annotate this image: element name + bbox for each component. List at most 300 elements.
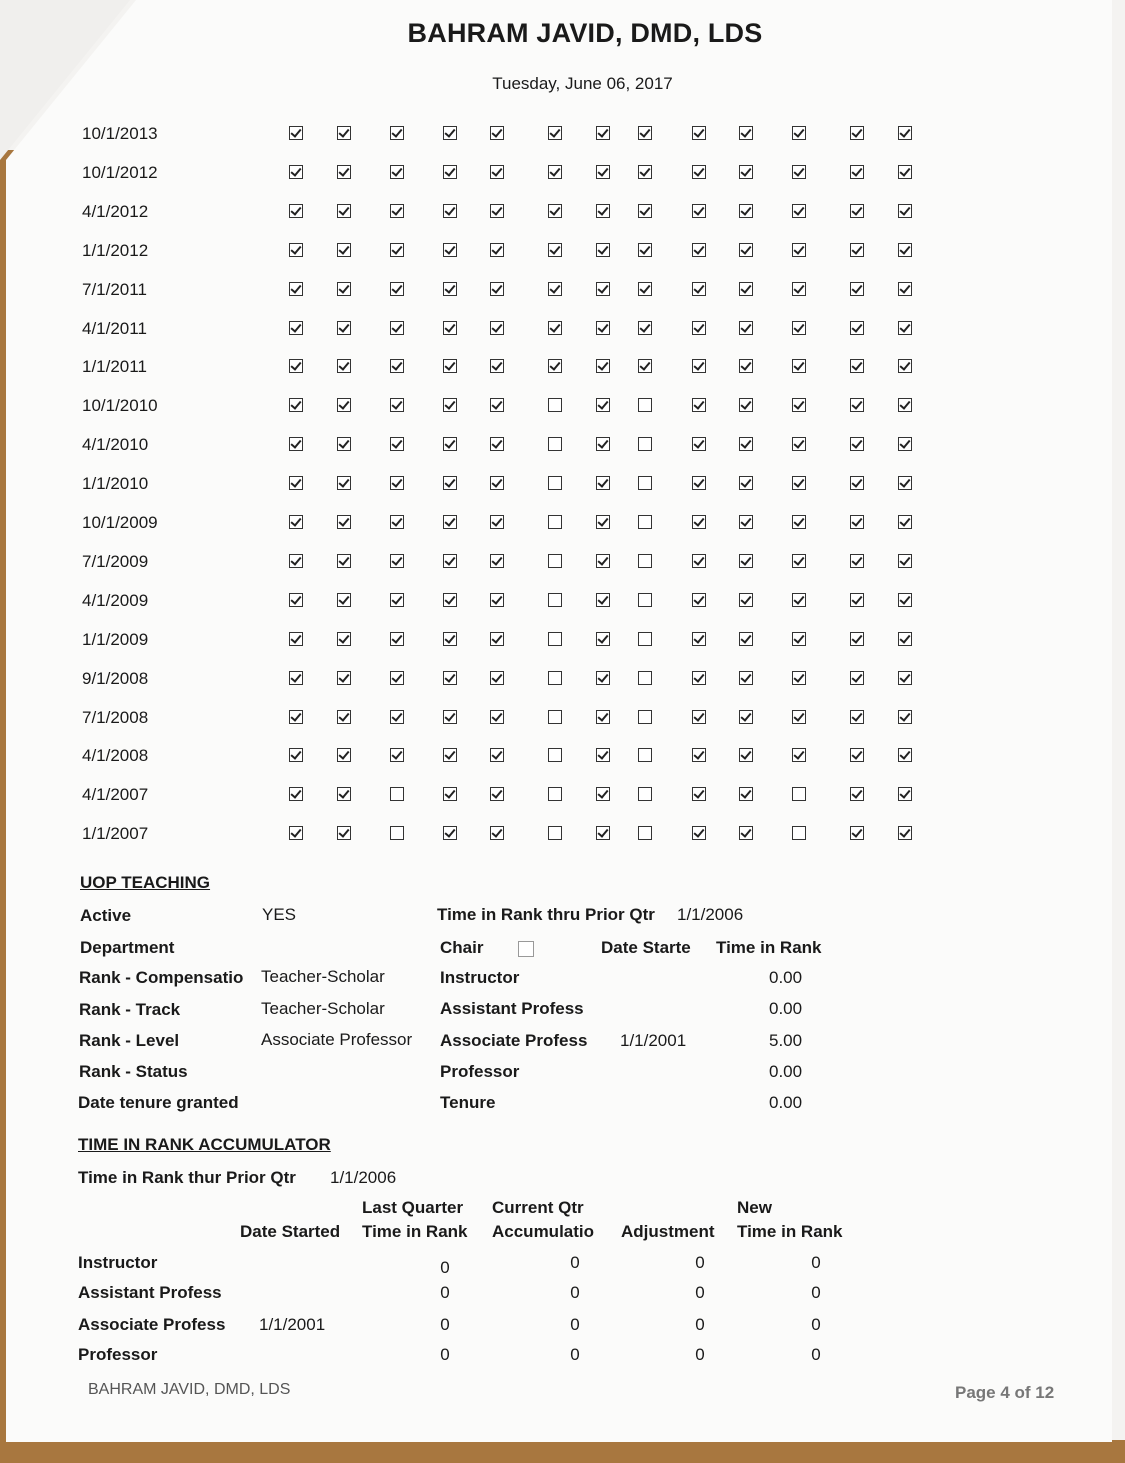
checkbox-checked[interactable]: [898, 204, 912, 218]
checkbox-checked[interactable]: [490, 204, 504, 218]
accumulator-last-quarter: 0: [440, 1345, 450, 1364]
checkbox-checked[interactable]: [548, 321, 562, 335]
checkbox-checked[interactable]: [638, 204, 652, 218]
accumulator-new-time: 0: [811, 1315, 821, 1334]
checklist-row: [82, 591, 922, 615]
checkbox-checked[interactable]: [443, 398, 457, 412]
checkbox-checked[interactable]: [898, 476, 912, 490]
checkbox-checked[interactable]: [850, 243, 864, 257]
checkbox-unchecked[interactable]: [548, 593, 562, 607]
checkbox-checked[interactable]: [289, 126, 303, 140]
field-value-rank-track: Teacher-Scholar: [261, 999, 385, 1018]
checkbox-checked[interactable]: [337, 126, 351, 140]
checkbox-checked[interactable]: [390, 476, 404, 490]
checkbox-checked[interactable]: [850, 321, 864, 335]
checklist-row: [82, 552, 922, 576]
checkbox-checked[interactable]: [692, 826, 706, 840]
checkbox-checked[interactable]: [596, 710, 610, 724]
row-date: 10/1/2013: [82, 124, 158, 143]
section-heading-uop-teaching: UOP TEACHING: [80, 873, 211, 892]
checkbox-checked[interactable]: [850, 710, 864, 724]
checkbox-checked[interactable]: [898, 748, 912, 762]
checkbox-checked[interactable]: [792, 321, 806, 335]
checkbox-unchecked[interactable]: [548, 748, 562, 762]
checkbox-checked[interactable]: [443, 748, 457, 762]
checklist-row: [82, 124, 922, 148]
checkbox-checked[interactable]: [289, 710, 303, 724]
footer-name: BAHRAM JAVID, DMD, LDS: [88, 1381, 291, 1398]
accumulator-prior-label: Time in Rank thur Prior Qtr: [78, 1168, 296, 1187]
checkbox-unchecked[interactable]: [638, 593, 652, 607]
checkbox-checked[interactable]: [638, 321, 652, 335]
checkbox-unchecked[interactable]: [548, 671, 562, 685]
checkbox-checked[interactable]: [443, 321, 457, 335]
checkbox-checked[interactable]: [596, 165, 610, 179]
checkbox-checked[interactable]: [739, 554, 753, 568]
checkbox-checked[interactable]: [443, 787, 457, 801]
checkbox-checked[interactable]: [739, 632, 753, 646]
checkbox-checked[interactable]: [596, 321, 610, 335]
checkbox-checked[interactable]: [850, 476, 864, 490]
checkbox-checked[interactable]: [898, 243, 912, 257]
checkbox-checked[interactable]: [596, 671, 610, 685]
checkbox-checked[interactable]: [289, 204, 303, 218]
checkbox-checked[interactable]: [692, 243, 706, 257]
checkbox-checked[interactable]: [443, 476, 457, 490]
field-value-rank-compensation: Teacher-Scholar: [261, 967, 385, 986]
document-date: Tuesday, June 06, 2017: [492, 74, 673, 93]
checkbox-checked[interactable]: [490, 243, 504, 257]
checkbox-checked[interactable]: [596, 282, 610, 296]
checkbox-checked[interactable]: [289, 826, 303, 840]
checkbox-checked[interactable]: [739, 282, 753, 296]
checklist-row: [82, 785, 922, 809]
checkbox-checked[interactable]: [739, 437, 753, 451]
checkbox-checked[interactable]: [596, 243, 610, 257]
checkbox-checked[interactable]: [898, 321, 912, 335]
checkbox-checked[interactable]: [596, 787, 610, 801]
checkbox-checked[interactable]: [337, 515, 351, 529]
checkbox-checked[interactable]: [739, 398, 753, 412]
chair-checkbox[interactable]: [518, 941, 534, 957]
checkbox-checked[interactable]: [692, 282, 706, 296]
checkbox-checked[interactable]: [692, 359, 706, 373]
checkbox-checked[interactable]: [692, 398, 706, 412]
checkbox-checked[interactable]: [898, 437, 912, 451]
checkbox-checked[interactable]: [638, 359, 652, 373]
checkbox-unchecked[interactable]: [638, 632, 652, 646]
rank-label-tenure: Tenure: [440, 1093, 496, 1112]
checkbox-checked[interactable]: [337, 593, 351, 607]
checkbox-checked[interactable]: [443, 359, 457, 373]
checkbox-checked[interactable]: [490, 515, 504, 529]
checkbox-checked[interactable]: [443, 243, 457, 257]
checkbox-checked[interactable]: [337, 632, 351, 646]
checkbox-checked[interactable]: [337, 165, 351, 179]
rank-time-associate: 5.00: [769, 1031, 803, 1050]
field-label-rank-track: Rank - Track: [79, 1000, 181, 1019]
checkbox-checked[interactable]: [739, 515, 753, 529]
checkbox-checked[interactable]: [739, 321, 753, 335]
checklist-row: [82, 669, 922, 693]
checkbox-checked[interactable]: [289, 554, 303, 568]
checkbox-checked[interactable]: [692, 321, 706, 335]
checkbox-checked[interactable]: [443, 710, 457, 724]
header-current-qtr-line1: Current Qtr: [492, 1198, 584, 1217]
checkbox-checked[interactable]: [337, 476, 351, 490]
checkbox-checked[interactable]: [850, 593, 864, 607]
checkbox-checked[interactable]: [548, 165, 562, 179]
accumulator-adjustment: 0: [695, 1315, 705, 1334]
checkbox-checked[interactable]: [692, 632, 706, 646]
checkbox-checked[interactable]: [490, 710, 504, 724]
checkbox-unchecked[interactable]: [638, 476, 652, 490]
checkbox-checked[interactable]: [289, 359, 303, 373]
checkbox-checked[interactable]: [390, 165, 404, 179]
checkbox-checked[interactable]: [850, 632, 864, 646]
checkbox-unchecked[interactable]: [548, 554, 562, 568]
checkbox-checked[interactable]: [792, 165, 806, 179]
checkbox-unchecked[interactable]: [548, 476, 562, 490]
checkbox-checked[interactable]: [792, 282, 806, 296]
checkbox-checked[interactable]: [692, 476, 706, 490]
checkbox-checked[interactable]: [792, 437, 806, 451]
checkbox-checked[interactable]: [390, 437, 404, 451]
checkbox-checked[interactable]: [337, 671, 351, 685]
checkbox-checked[interactable]: [548, 359, 562, 373]
row-date: 1/1/2012: [82, 240, 149, 260]
checkbox-checked[interactable]: [596, 748, 610, 762]
checkbox-unchecked[interactable]: [638, 515, 652, 529]
row-date: 10/1/2012: [82, 162, 158, 182]
checkbox-checked[interactable]: [390, 243, 404, 257]
checkbox-checked[interactable]: [638, 243, 652, 257]
checkbox-checked[interactable]: [739, 243, 753, 257]
checkbox-checked[interactable]: [898, 710, 912, 724]
checkbox-checked[interactable]: [390, 204, 404, 218]
checkbox-unchecked[interactable]: [638, 554, 652, 568]
row-date: 1/1/2011: [82, 357, 147, 377]
checkbox-checked[interactable]: [739, 359, 753, 373]
checkbox-checked[interactable]: [289, 243, 303, 257]
checkbox-checked[interactable]: [850, 437, 864, 451]
accumulator-row-label: Associate Profess: [78, 1315, 226, 1334]
checkbox-unchecked[interactable]: [548, 787, 562, 801]
checkbox-unchecked[interactable]: [390, 826, 404, 840]
checkbox-checked[interactable]: [337, 554, 351, 568]
checkbox-checked[interactable]: [337, 204, 351, 218]
checkbox-checked[interactable]: [792, 710, 806, 724]
checkbox-unchecked[interactable]: [548, 826, 562, 840]
checkbox-checked[interactable]: [443, 632, 457, 646]
checkbox-checked[interactable]: [443, 126, 457, 140]
checkbox-checked[interactable]: [692, 515, 706, 529]
accumulator-row-label: Assistant Profess: [78, 1283, 222, 1302]
checkbox-checked[interactable]: [390, 554, 404, 568]
checkbox-checked[interactable]: [792, 476, 806, 490]
checkbox-checked[interactable]: [490, 398, 504, 412]
checkbox-checked[interactable]: [337, 826, 351, 840]
chair-label: Chair: [440, 938, 484, 957]
checkbox-checked[interactable]: [898, 826, 912, 840]
checkbox-unchecked[interactable]: [638, 710, 652, 724]
checkbox-checked[interactable]: [739, 671, 753, 685]
checkbox-checked[interactable]: [792, 204, 806, 218]
checkbox-checked[interactable]: [898, 593, 912, 607]
checkbox-checked[interactable]: [548, 204, 562, 218]
checkbox-checked[interactable]: [548, 126, 562, 140]
checkbox-checked[interactable]: [390, 398, 404, 412]
checkbox-checked[interactable]: [739, 826, 753, 840]
checkbox-checked[interactable]: [390, 126, 404, 140]
checkbox-checked[interactable]: [739, 204, 753, 218]
checkbox-checked[interactable]: [850, 748, 864, 762]
checkbox-checked[interactable]: [792, 748, 806, 762]
checkbox-checked[interactable]: [337, 359, 351, 373]
checkbox-checked[interactable]: [337, 710, 351, 724]
checkbox-unchecked[interactable]: [792, 787, 806, 801]
checklist-row: [82, 746, 922, 770]
checkbox-checked[interactable]: [739, 710, 753, 724]
checkbox-unchecked[interactable]: [638, 437, 652, 451]
row-date: 9/1/2008: [82, 668, 149, 688]
checkbox-checked[interactable]: [490, 165, 504, 179]
checkbox-checked[interactable]: [692, 710, 706, 724]
checkbox-checked[interactable]: [739, 787, 753, 801]
checkbox-checked[interactable]: [596, 359, 610, 373]
checkbox-checked[interactable]: [792, 632, 806, 646]
checkbox-checked[interactable]: [289, 321, 303, 335]
checkbox-checked[interactable]: [596, 204, 610, 218]
checkbox-unchecked[interactable]: [792, 826, 806, 840]
checkbox-unchecked[interactable]: [638, 826, 652, 840]
checkbox-checked[interactable]: [443, 554, 457, 568]
checkbox-checked[interactable]: [289, 748, 303, 762]
checkbox-checked[interactable]: [596, 476, 610, 490]
checkbox-checked[interactable]: [850, 826, 864, 840]
checkbox-checked[interactable]: [490, 787, 504, 801]
accumulator-row-label: Instructor: [78, 1253, 158, 1272]
checkbox-checked[interactable]: [739, 748, 753, 762]
checkbox-unchecked[interactable]: [548, 710, 562, 724]
checkbox-checked[interactable]: [898, 126, 912, 140]
checkbox-checked[interactable]: [443, 515, 457, 529]
checkbox-unchecked[interactable]: [638, 748, 652, 762]
checkbox-checked[interactable]: [850, 398, 864, 412]
checkbox-checked[interactable]: [289, 437, 303, 451]
checkbox-checked[interactable]: [289, 671, 303, 685]
checkbox-checked[interactable]: [337, 282, 351, 296]
checkbox-checked[interactable]: [850, 787, 864, 801]
checkbox-unchecked[interactable]: [548, 632, 562, 646]
checkbox-checked[interactable]: [443, 165, 457, 179]
header-new-line1: New: [737, 1198, 772, 1217]
column-header-time-in-rank: Time in Rank: [716, 938, 822, 957]
checkbox-checked[interactable]: [490, 593, 504, 607]
checkbox-checked[interactable]: [898, 515, 912, 529]
checkbox-checked[interactable]: [337, 243, 351, 257]
checkbox-checked[interactable]: [692, 593, 706, 607]
checkbox-checked[interactable]: [443, 671, 457, 685]
checkbox-checked[interactable]: [850, 126, 864, 140]
checkbox-checked[interactable]: [792, 126, 806, 140]
checkbox-checked[interactable]: [898, 632, 912, 646]
checkbox-checked[interactable]: [898, 398, 912, 412]
checkbox-checked[interactable]: [792, 593, 806, 607]
checkbox-checked[interactable]: [390, 671, 404, 685]
row-date: 10/1/2009: [82, 513, 158, 532]
checkbox-checked[interactable]: [692, 787, 706, 801]
checkbox-unchecked[interactable]: [638, 398, 652, 412]
checkbox-checked[interactable]: [548, 282, 562, 296]
checkbox-checked[interactable]: [638, 165, 652, 179]
checkbox-checked[interactable]: [390, 282, 404, 296]
checkbox-unchecked[interactable]: [638, 671, 652, 685]
checkbox-checked[interactable]: [390, 710, 404, 724]
checkbox-checked[interactable]: [289, 165, 303, 179]
checkbox-checked[interactable]: [596, 593, 610, 607]
accumulator-last-quarter: 0: [440, 1315, 450, 1334]
checkbox-checked[interactable]: [289, 787, 303, 801]
checkbox-checked[interactable]: [739, 165, 753, 179]
checkbox-checked[interactable]: [596, 826, 610, 840]
checkbox-checked[interactable]: [490, 671, 504, 685]
checkbox-checked[interactable]: [490, 554, 504, 568]
row-date: 4/1/2010: [82, 435, 149, 455]
checkbox-checked[interactable]: [792, 515, 806, 529]
checkbox-checked[interactable]: [739, 593, 753, 607]
checkbox-checked[interactable]: [596, 437, 610, 451]
checkbox-checked[interactable]: [337, 748, 351, 762]
accumulator-prior-value: 1/1/2006: [330, 1168, 397, 1187]
field-label-department: Department: [80, 938, 175, 957]
accumulator-date-started: 1/1/2001: [259, 1315, 326, 1334]
checkbox-checked[interactable]: [692, 671, 706, 685]
checkbox-checked[interactable]: [792, 243, 806, 257]
checkbox-checked[interactable]: [638, 126, 652, 140]
checkbox-checked[interactable]: [490, 632, 504, 646]
checkbox-checked[interactable]: [792, 671, 806, 685]
checkbox-checked[interactable]: [390, 359, 404, 373]
checklist-row: [82, 513, 922, 537]
checkbox-unchecked[interactable]: [548, 398, 562, 412]
checkbox-unchecked[interactable]: [548, 437, 562, 451]
checkbox-checked[interactable]: [898, 282, 912, 296]
checkbox-checked[interactable]: [289, 515, 303, 529]
checkbox-checked[interactable]: [443, 593, 457, 607]
checkbox-checked[interactable]: [692, 204, 706, 218]
checkbox-checked[interactable]: [792, 398, 806, 412]
checkbox-checked[interactable]: [596, 554, 610, 568]
checkbox-checked[interactable]: [850, 359, 864, 373]
rank-label-associate: Associate Profess: [440, 1031, 588, 1050]
checkbox-checked[interactable]: [390, 593, 404, 607]
checkbox-checked[interactable]: [390, 515, 404, 529]
checkbox-checked[interactable]: [850, 204, 864, 218]
checkbox-checked[interactable]: [596, 515, 610, 529]
checkbox-checked[interactable]: [490, 282, 504, 296]
field-value-active: YES: [262, 905, 297, 924]
checkbox-checked[interactable]: [289, 632, 303, 646]
checklist-row: [82, 474, 922, 498]
background-surface-bottom: [0, 1440, 1125, 1463]
row-date: 4/1/2007: [82, 785, 149, 805]
checkbox-checked[interactable]: [850, 671, 864, 685]
accumulator-row-label: Professor: [78, 1345, 158, 1364]
checkbox-checked[interactable]: [596, 398, 610, 412]
checklist-row: [82, 630, 922, 654]
row-date: 10/1/2010: [82, 396, 158, 416]
field-label-active: Active: [80, 906, 132, 925]
checkbox-checked[interactable]: [596, 126, 610, 140]
checkbox-checked[interactable]: [792, 554, 806, 568]
checkbox-checked[interactable]: [692, 437, 706, 451]
checkbox-checked[interactable]: [792, 359, 806, 373]
checkbox-checked[interactable]: [898, 554, 912, 568]
checkbox-unchecked[interactable]: [548, 515, 562, 529]
field-label-rank-status: Rank - Status: [79, 1062, 188, 1081]
checkbox-checked[interactable]: [289, 282, 303, 296]
checkbox-checked[interactable]: [289, 593, 303, 607]
checkbox-checked[interactable]: [490, 321, 504, 335]
checkbox-checked[interactable]: [898, 787, 912, 801]
checkbox-checked[interactable]: [443, 282, 457, 296]
checkbox-checked[interactable]: [337, 321, 351, 335]
checkbox-checked[interactable]: [490, 437, 504, 451]
checkbox-checked[interactable]: [289, 398, 303, 412]
checkbox-checked[interactable]: [692, 165, 706, 179]
checkbox-checked[interactable]: [443, 826, 457, 840]
rank-time-instructor: 0.00: [769, 968, 803, 987]
checkbox-checked[interactable]: [692, 126, 706, 140]
checkbox-checked[interactable]: [490, 359, 504, 373]
checkbox-checked[interactable]: [490, 748, 504, 762]
accumulator-current-qtr: 0: [570, 1253, 580, 1272]
checkbox-checked[interactable]: [850, 282, 864, 296]
checkbox-checked[interactable]: [490, 476, 504, 490]
checkbox-checked[interactable]: [850, 165, 864, 179]
document-title: BAHRAM JAVID, DMD, LDS: [407, 18, 763, 48]
checkbox-checked[interactable]: [390, 748, 404, 762]
checkbox-checked[interactable]: [548, 243, 562, 257]
checkbox-checked[interactable]: [692, 748, 706, 762]
row-date: 1/1/2009: [82, 629, 149, 649]
checkbox-checked[interactable]: [490, 826, 504, 840]
checkbox-checked[interactable]: [692, 554, 706, 568]
checkbox-unchecked[interactable]: [638, 787, 652, 801]
checkbox-checked[interactable]: [739, 476, 753, 490]
checkbox-checked[interactable]: [443, 204, 457, 218]
checkbox-checked[interactable]: [490, 126, 504, 140]
checkbox-checked[interactable]: [390, 321, 404, 335]
checkbox-checked[interactable]: [850, 554, 864, 568]
checkbox-checked[interactable]: [739, 126, 753, 140]
checkbox-checked[interactable]: [638, 282, 652, 296]
row-date: 1/1/2007: [82, 824, 149, 844]
checkbox-checked[interactable]: [390, 632, 404, 646]
checkbox-checked[interactable]: [898, 165, 912, 179]
checkbox-checked[interactable]: [898, 359, 912, 373]
checkbox-unchecked[interactable]: [390, 787, 404, 801]
checkbox-checked[interactable]: [596, 632, 610, 646]
checkbox-checked[interactable]: [443, 437, 457, 451]
checkbox-checked[interactable]: [337, 398, 351, 412]
checkbox-checked[interactable]: [337, 787, 351, 801]
checkbox-checked[interactable]: [850, 515, 864, 529]
checkbox-checked[interactable]: [289, 476, 303, 490]
checkbox-checked[interactable]: [898, 671, 912, 685]
checkbox-checked[interactable]: [337, 437, 351, 451]
